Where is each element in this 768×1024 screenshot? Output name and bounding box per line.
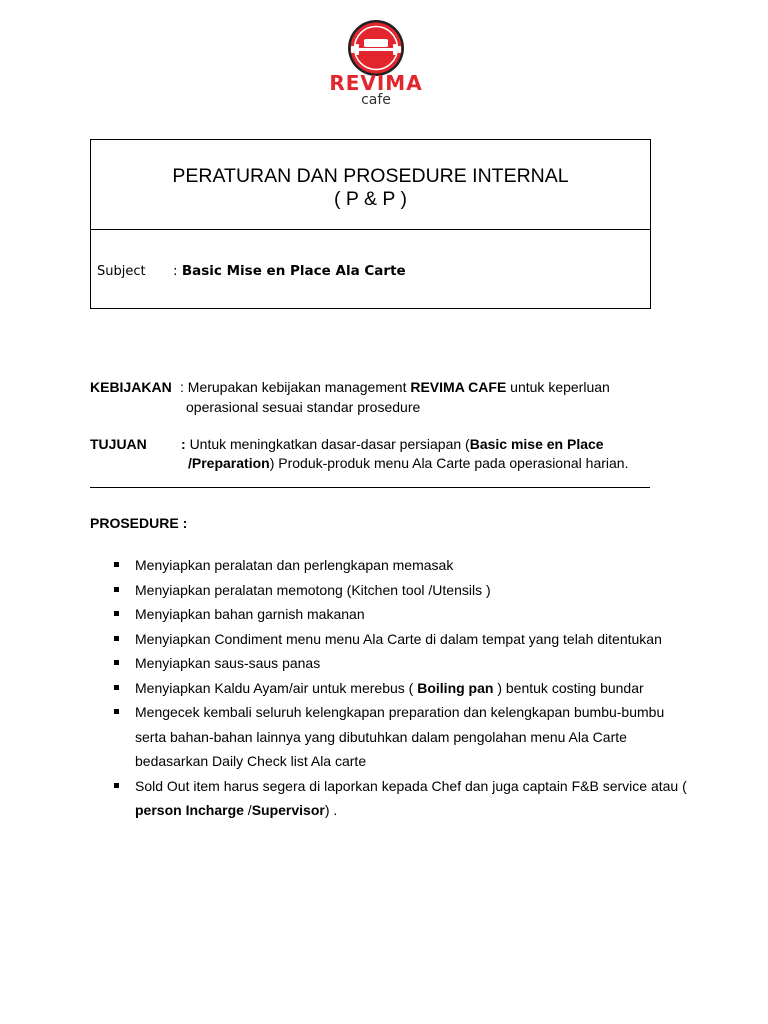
prosedure-list <box>90 553 710 823</box>
bullet-icon <box>114 685 119 690</box>
header-box <box>90 139 651 309</box>
list-item: Menyiapkan peralatan memotong (Kitchen tool /Utensils ) <box>90 578 710 603</box>
logo-brand-text: REVIMA <box>329 71 423 95</box>
document-title <box>91 140 650 230</box>
subject-text: Basic Mise en Place Ala Carte <box>181 263 406 279</box>
bullet-icon <box>114 660 119 665</box>
list-item: Mengecek kembali seluruh kelengkapan preparation dan kelengkapan bumbu-bumbu serta bahan-bahan lainnya yang dibutuhkan dalam pengolahan menu Ala Carte bedasarkan Daily Check list Ala carte <box>90 700 710 774</box>
tujuan-colon: : <box>181 436 190 452</box>
list-item: Menyiapkan Kaldu Ayam/air untuk merebus ( Boiling pan ) bentuk costing bundar <box>90 676 710 701</box>
bullet-icon <box>114 636 119 641</box>
list-item: Menyiapkan bahan garnish makanan <box>90 602 710 627</box>
kebijakan-label: KEBIJAKAN <box>90 379 172 395</box>
horizontal-divider <box>90 487 650 488</box>
tujuan-label: TUJUAN <box>90 436 147 452</box>
bullet-icon <box>114 783 119 788</box>
dumbbell-icon <box>324 20 428 76</box>
subject-value <box>173 263 406 279</box>
logo-sub-text: cafe <box>361 92 391 108</box>
tujuan-line-1: : Untuk meningkatkan dasar-dasar persiapan (Basic mise en Place <box>181 436 604 452</box>
kebijakan-line-2: operasional sesuai standar prosedure <box>186 399 421 415</box>
list-item: Menyiapkan saus-saus panas <box>90 651 710 676</box>
title-line-1: PERATURAN DAN PROSEDURE INTERNAL <box>172 165 569 187</box>
kebijakan-brand: REVIMA CAFE <box>410 379 507 395</box>
title-line-2: ( P & P ) <box>334 188 407 210</box>
bullet-icon <box>114 562 119 567</box>
bullet-icon <box>114 611 119 616</box>
kebijakan-colon: : <box>180 379 188 395</box>
list-item: Menyiapkan Condiment menu menu Ala Carte di dalam tempat yang telah ditentukan <box>90 627 710 652</box>
subject-colon: : <box>173 263 182 279</box>
prosedure-heading: PROSEDURE : <box>90 515 188 531</box>
subject-label: Subject <box>97 264 146 279</box>
bullet-icon <box>114 709 119 714</box>
bullet-icon <box>114 587 119 592</box>
list-item: Sold Out item harus segera di laporkan kepada Chef dan juga captain F&B service atau ( person Incharge /Supervisor) . <box>90 774 710 823</box>
list-item: Menyiapkan peralatan dan perlengkapan memasak <box>90 553 710 578</box>
kebijakan-line-1: : Merupakan kebijakan management REVIMA CAFE untuk keperluan <box>180 379 610 395</box>
revima-cafe-logo <box>324 20 428 112</box>
tujuan-line-2: /Preparation) Produk-produk menu Ala Carte pada operasional harian. <box>188 455 629 471</box>
